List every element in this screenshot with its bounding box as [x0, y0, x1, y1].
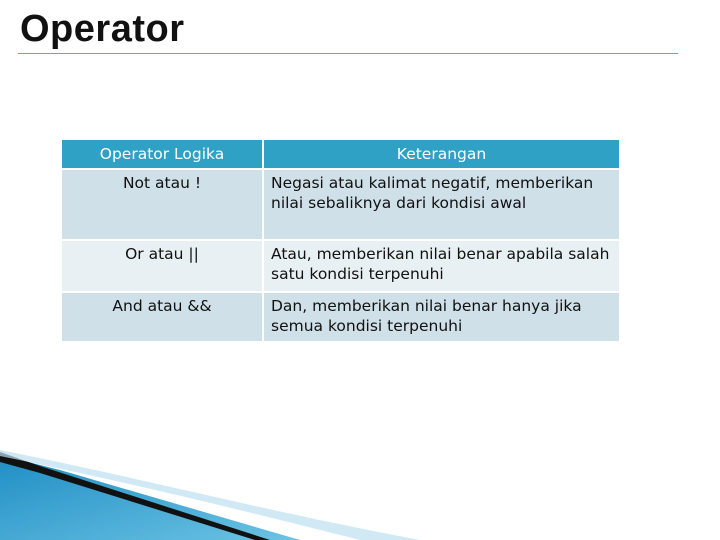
table-header-row: [61, 139, 620, 169]
description-cell: Dan, memberikan nilai benar hanya jika semua kondisi terpenuhi: [263, 292, 620, 342]
decorative-swoosh: [0, 440, 720, 540]
header-operator: Operator Logika: [61, 139, 263, 169]
table-row: [61, 169, 620, 240]
header-description: Keterangan: [263, 139, 620, 169]
description-cell: Atau, memberikan nilai benar apabila salah satu kondisi terpenuhi: [263, 240, 620, 292]
operator-cell: And atau &&: [61, 292, 263, 342]
slide-title: Operator: [20, 8, 185, 50]
description-cell: Negasi atau kalimat negatif, memberikan nilai sebaliknya dari kondisi awal: [263, 169, 620, 240]
title-divider: [18, 53, 678, 54]
table-row: [61, 240, 620, 292]
operator-cell: Not atau !: [61, 169, 263, 240]
operator-cell: Or atau ||: [61, 240, 263, 292]
table-row: [61, 292, 620, 342]
operator-table: [60, 138, 621, 343]
